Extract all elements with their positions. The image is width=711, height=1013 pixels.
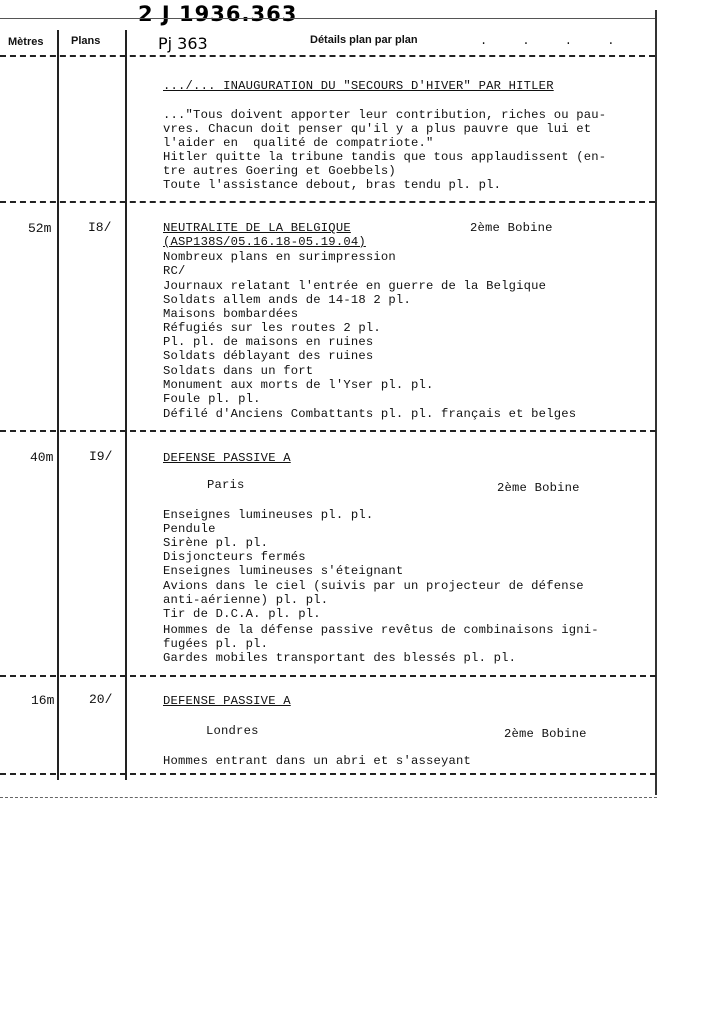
plans-column-header: Plans — [71, 35, 101, 47]
page-bottom-edge — [0, 797, 657, 798]
section-line: Foule pl. pl. — [163, 392, 261, 406]
section-reel: 2ème Bobine — [497, 481, 580, 495]
section-line: fugées pl. pl. — [163, 637, 269, 651]
page-top-border — [0, 18, 655, 19]
section-line: Enseignes lumineuses s'éteignant — [163, 564, 404, 578]
section-line: Défilé d'Anciens Combattants pl. pl. français et belges — [163, 407, 577, 421]
section-metres: 40m — [30, 450, 54, 465]
section-line: Pendule — [163, 522, 216, 536]
section-line: Nombreux plans en surimpression — [163, 250, 396, 264]
section-line: RC/ — [163, 264, 186, 278]
section-line: Disjoncteurs fermés — [163, 550, 306, 564]
section-line: Pl. pl. de maisons en ruines — [163, 335, 374, 349]
section-title: .../... INAUGURATION DU "SECOURS D'HIVER" PAR HITLER — [163, 79, 554, 93]
section-line: tre autres Goering et Goebbels) — [163, 164, 396, 178]
section-title: DEFENSE PASSIVE A — [163, 451, 291, 465]
plans-column-rule — [125, 30, 127, 780]
section-line: vres. Chacun doit penser qu'il y a plus pauvre que lui et — [163, 122, 592, 136]
section-reel: 2ème Bobine — [470, 221, 553, 235]
section-line: Monument aux morts de l'Yser pl. pl. — [163, 378, 434, 392]
section-line: Soldats dans un fort — [163, 364, 314, 378]
handwritten-reference: Pj 363 — [158, 34, 208, 53]
archive-reference: 2 J 1936.363 — [138, 2, 298, 26]
section-line: Réfugiés sur les routes 2 pl. — [163, 321, 381, 335]
section-line: anti-aérienne) pl. pl. — [163, 593, 329, 607]
section-line: Hitler quitte la tribune tandis que tous applaudissent (en- — [163, 150, 607, 164]
section-place: Londres — [206, 724, 259, 738]
section-separator — [0, 675, 656, 677]
section-title: NEUTRALITE DE LA BELGIQUE — [163, 221, 351, 235]
section-reel: 2ème Bobine — [504, 727, 587, 741]
section-line: Tir de D.C.A. pl. pl. — [163, 607, 321, 621]
section-line: Journaux relatant l'entrée en guerre de la Belgique — [163, 279, 547, 293]
section-separator — [0, 201, 655, 203]
section-separator — [0, 773, 656, 775]
section-line: Avions dans le ciel (suivis par un projecteur de défense — [163, 579, 584, 593]
section-plans: I8/ — [88, 220, 112, 235]
section-metres: 16m — [31, 693, 55, 708]
section-line: Soldats déblayant des ruines — [163, 349, 374, 363]
header-bottom-rule — [0, 55, 655, 57]
details-column-header: Détails plan par plan — [310, 34, 418, 46]
section-line: Hommes entrant dans un abri et s'asseyant — [163, 754, 472, 768]
section-line: Hommes de la défense passive revêtus de combinaisons igni- — [163, 623, 599, 637]
section-line: (ASP138S/05.16.18-05.19.04) — [163, 235, 366, 249]
header-dots: . . . . — [480, 34, 629, 48]
section-line: l'aider en qualité de compatriote." — [163, 136, 434, 150]
metres-column-rule — [57, 30, 59, 780]
section-metres: 52m — [28, 221, 52, 236]
section-place: Paris — [207, 478, 245, 492]
section-title: DEFENSE PASSIVE A — [163, 694, 291, 708]
section-line: Maisons bombardées — [163, 307, 299, 321]
section-separator — [0, 430, 656, 432]
section-plans: 20/ — [89, 692, 113, 707]
section-line: ..."Tous doivent apporter leur contribution, riches ou pau- — [163, 108, 607, 122]
section-line: Enseignes lumineuses pl. pl. — [163, 508, 374, 522]
page-right-border — [655, 10, 657, 795]
section-line: Soldats allem ands de 14-18 2 pl. — [163, 293, 411, 307]
section-line: Gardes mobiles transportant des blessés pl. pl. — [163, 651, 517, 665]
section-plans: I9/ — [89, 449, 113, 464]
section-line: Toute l'assistance debout, bras tendu pl. pl. — [163, 178, 502, 192]
metres-column-header: Mètres — [8, 36, 44, 48]
section-line: Sirène pl. pl. — [163, 536, 269, 550]
